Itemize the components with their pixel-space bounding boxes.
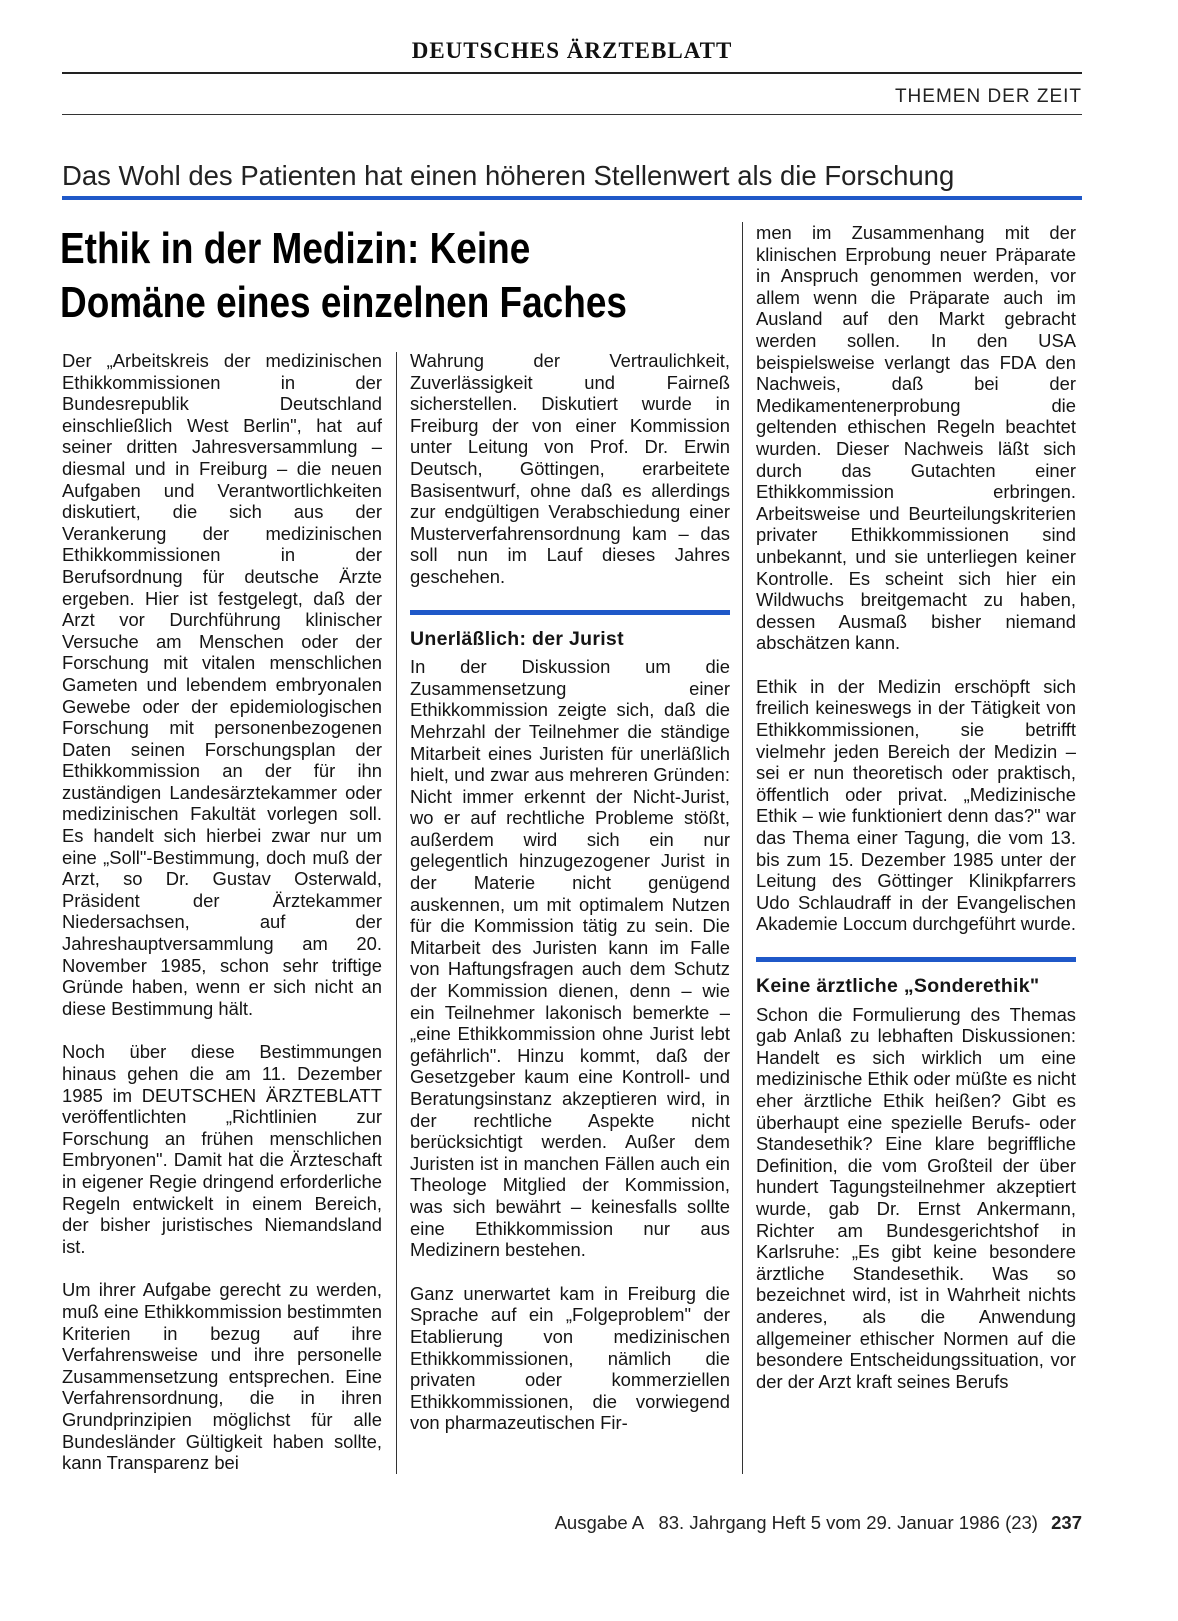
- col2-paragraph-3: Ganz unerwartet kam in Freiburg die Sprache auf ein „Folgeproblem" der Etablierung von medizinischen Ethikkommissionen, nämlich die privaten oder kommerziellen Ethikkommissionen, die vorwiegend von pharmazeutischen Fir-: [410, 1282, 730, 1434]
- col2-paragraph-1: Wahrung der Vertraulichkeit, Zuverlässigkeit und Fairneß sicherstellen. Diskutiert wurde in Freiburg der von einer Kommission unter Leitung von Prof. Dr. Erwin Deutsch, Göttingen, erarbeitete Basisentwurf, ohne daß es allerdings zur endgültigen Verabschiedung einer Musterverfahrensordnung kam – das soll nun im Lauf dieses Jahres geschehen.: [410, 350, 730, 587]
- column-divider-1: [396, 352, 397, 1474]
- masthead-rule: [62, 72, 1082, 74]
- issue-info: Ausgabe A 83. Jahrgang Heft 5 vom 29. Januar 1986 (23): [554, 1512, 1038, 1533]
- column-2: [410, 350, 730, 1434]
- page-number: 237: [1051, 1512, 1082, 1533]
- masthead: DEUTSCHES ÄRZTEBLATT: [411, 38, 733, 63]
- column-divider-2: [742, 222, 743, 1474]
- subtitle-accent-rule: [62, 196, 1082, 200]
- headline-line-1: Ethik in der Medizin: Keine: [60, 224, 531, 273]
- col3-paragraph-2: Ethik in der Medizin erschöpft sich freilich keineswegs in der Tätigkeit von Ethikkommissionen, sie betrifft vielmehr jeden Bereich der Medizin – sei er nun theoretisch oder praktisch, öffentlich oder privat. „Medizinische Ethik – wie funktioniert denn das?" war das Thema einer Tagung, die vom 13. bis zum 15. Dezember 1985 unter der Leitung des Göttinger Klinikpfarrers Udo Schlaudraff in der Evangelischen Akademie Loccum durchgeführt wurde.: [756, 675, 1076, 935]
- col1-paragraph-3: Um ihrer Aufgabe gerecht zu werden, muß eine Ethikkommission bestimmten Kriterien in bezug auf ihre Verfahrensweise und ihre personelle Zusammensetzung entsprechen. Eine Verfahrensordnung, die in ihren Grundprinzipien möglichst für alle Bundesländer Gültigkeit haben sollte, kann Transparenz bei: [62, 1279, 382, 1474]
- col3-paragraph-1: men im Zusammenhang mit der klinischen Erprobung neuer Präparate in Anspruch genommen werden, vor allem wenn die Präparate auch im Ausland auf den Markt gebracht werden sollen. In den USA beispielsweise verlangt das FDA den Nachweis, daß bei der Medikamentenerprobung die geltenden ethischen Regeln beachtet wurden. Dieser Nachweis läßt sich durch das Gutachten einer Ethikkommission erbringen. Arbeitsweise und Beurteilungskriterien privater Ethikkommissionen sind unbekannt, und sie unterliegen keiner Kontrolle. Es scheint sich hier ein Wildwuchs breitgemacht zu haben, dessen Ausmaß bisher niemand abschätzen kann.: [756, 222, 1076, 654]
- headline-line-2: Domäne eines einzelnen Faches: [60, 278, 627, 327]
- article-headline: [60, 222, 648, 330]
- col1-paragraph-1: Der „Arbeitskreis der medizinischen Ethikkommissionen in der Bundesrepublik Deutschland einschließlich West Berlin", hat auf seiner dritten Jahresversammlung – diesmal und in Freiburg – die neuen Aufgaben und Verantwortlichkeiten diskutiert, die sich aus der Verankerung der medizinischen Ethikkommissionen in der Berufsordnung für deutsche Ärzte ergeben. Hier ist festgelegt, daß der Arzt vor Durchführung klinischer Versuche am Menschen oder der Forschung mit vitalen menschlichen Gameten und lebendem embryonalen Gewebe oder der epidemiologischen Forschung mit personenbezogenen Daten seinen Forschungsplan der Ethikkommission an der für ihn zuständigen Landesärztekammer oder medizinischen Fakultät vorlegen soll. Es handelt sich hierbei zwar nur um eine „Soll"-Bestimmung, doch muß der Arzt, so Dr. Gustav Osterwald, Präsident der Ärztekammer Niedersachsen, auf der Jahreshauptversammlung am 20. November 1985, schon sehr triftige Gründe haben, wenn er sich nicht an diese Bestimmung hält.: [62, 350, 382, 1019]
- col2-accent-rule: [410, 610, 730, 615]
- col2-paragraph-2: In der Diskussion um die Zusammensetzung einer Ethikkommission zeigte sich, daß die Mehrzahl der Teilnehmer die ständige Mitarbeit eines Juristen für unerläßlich hielt, und zwar aus mehreren Gründen: Nicht immer erkennt der Nicht-Jurist, wo er auf rechtliche Probleme stößt, außerdem wird sich ein nur gelegentlich hinzugezogener Jurist in der Materie nicht genügend auskennen, um mit optimalem Nutzen für die Kommission tätig zu sein. Die Mitarbeit des Juristen kann im Falle von Haftungsfragen auch dem Schutz der Kommission dienen, denn – wie ein Teilnehmer lakonisch bemerkte – „eine Ethikkommission ohne Jurist lebt gefährlich". Hinzu kommt, daß der Gesetzgeber kaum eine Kontroll- und Beratungsinstanz akzeptieren wird, in der rechtliche Aspekte nicht berücksichtigt werden. Außer dem Juristen ist in manchen Fällen auch ein Theologe Mitglied der Kommission, was sich bewährt – keinesfalls sollte eine Ethikkommission nur aus Medizinern bestehen.: [410, 656, 730, 1261]
- column-1: [62, 350, 382, 1474]
- article-subtitle: Das Wohl des Patienten hat einen höheren Stellenwert als die Forschung: [62, 160, 955, 191]
- section-label: THEMEN DER ZEIT: [894, 86, 1082, 107]
- section-rule: [62, 114, 1082, 115]
- col3-accent-rule: [756, 957, 1076, 962]
- page-footer: [555, 1512, 1082, 1534]
- col3-subheading: Keine ärztliche „Sonderethik": [756, 975, 1040, 997]
- col3-paragraph-3: Schon die Formulierung des Themas gab Anlaß zu lebhaften Diskussionen: Handelt es sich wirklich um eine medizinische Ethik oder müßte es nicht eher ärztliche Ethik heißen? Gibt es überhaupt eine spezielle Berufs- oder Standesethik? Eine klare begriffliche Definition, die vom Großteil der über hundert Tagungsteilnehmer akzeptiert wurde, gab Dr. Ernst Ankermann, Richter am Bundesgerichtshof in Karlsruhe: „Es gibt keine besondere ärztliche Standesethik. Was so bezeichnet wird, ist in Wahrheit nichts anderes, als die Anwendung allgemeiner ethischer Normen auf die besondere Entscheidungssituation, vor der der Arzt kraft seines Berufs: [756, 1003, 1076, 1392]
- column-3: [756, 222, 1076, 1392]
- col1-paragraph-2: Noch über diese Bestimmungen hinaus gehen die am 11. Dezember 1985 im DEUTSCHEN ÄRZTEBLATT veröffentlichten „Richtlinien zur Forschung an frühen menschlichen Embryonen". Damit hat die Ärzteschaft in eigener Regie dringend erforderliche Regeln entwickelt in einem Bereich, der bisher juristisches Niemandsland ist.: [62, 1041, 382, 1257]
- col2-subheading: Unerläßlich: der Jurist: [410, 627, 624, 650]
